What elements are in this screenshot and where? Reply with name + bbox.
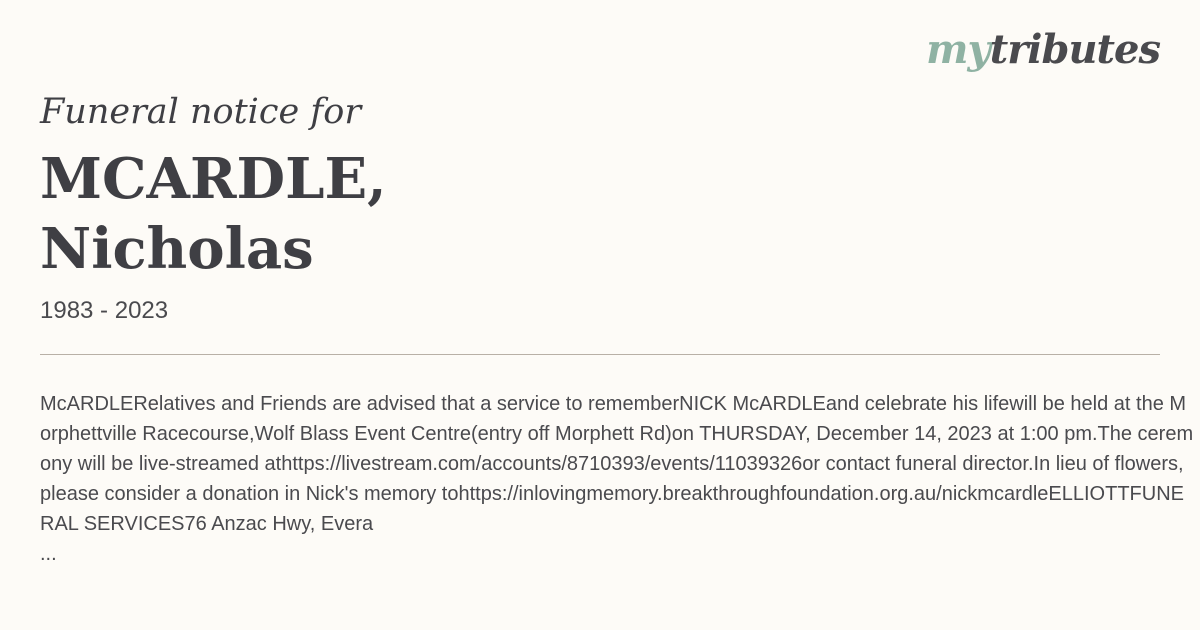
logo-my-text: my xyxy=(926,26,990,73)
life-years: 1983 - 2023 xyxy=(40,297,169,324)
notice-ellipsis: ... xyxy=(40,543,57,565)
logo-tributes-text: tributes xyxy=(989,26,1160,73)
notice-header xyxy=(40,88,840,326)
notice-content xyxy=(40,389,1195,569)
notice-text: McARDLERelatives and Friends are advised that a service to rememberNICK McARDLEand celebrate his lifewill be held at the Morphettville Racecourse,Wolf Blass Event Centre(entry off Morphett Rd)on THURSDAY, December 14, 2023 at 1:00 pm.The ceremony will be live-streamed athttps://livestream.com/accounts/8710393/events/11039326or contact funeral director.In lieu of flowers, please consider a donation in Nick's memory tohttps://inlovingmemory.breakthroughfoundation.org.au/nickmcardleELLIOTTFUNERAL SERVICES76 Anzac Hwy, Evera xyxy=(40,393,1194,535)
deceased-given-name: Nicholas xyxy=(40,216,314,282)
deceased-surname: MCARDLE, xyxy=(40,146,387,212)
notice-label: Funeral notice for xyxy=(40,92,362,132)
mytributes-logo[interactable] xyxy=(926,26,1160,73)
header-divider xyxy=(40,354,1160,355)
deceased-name xyxy=(40,144,840,284)
